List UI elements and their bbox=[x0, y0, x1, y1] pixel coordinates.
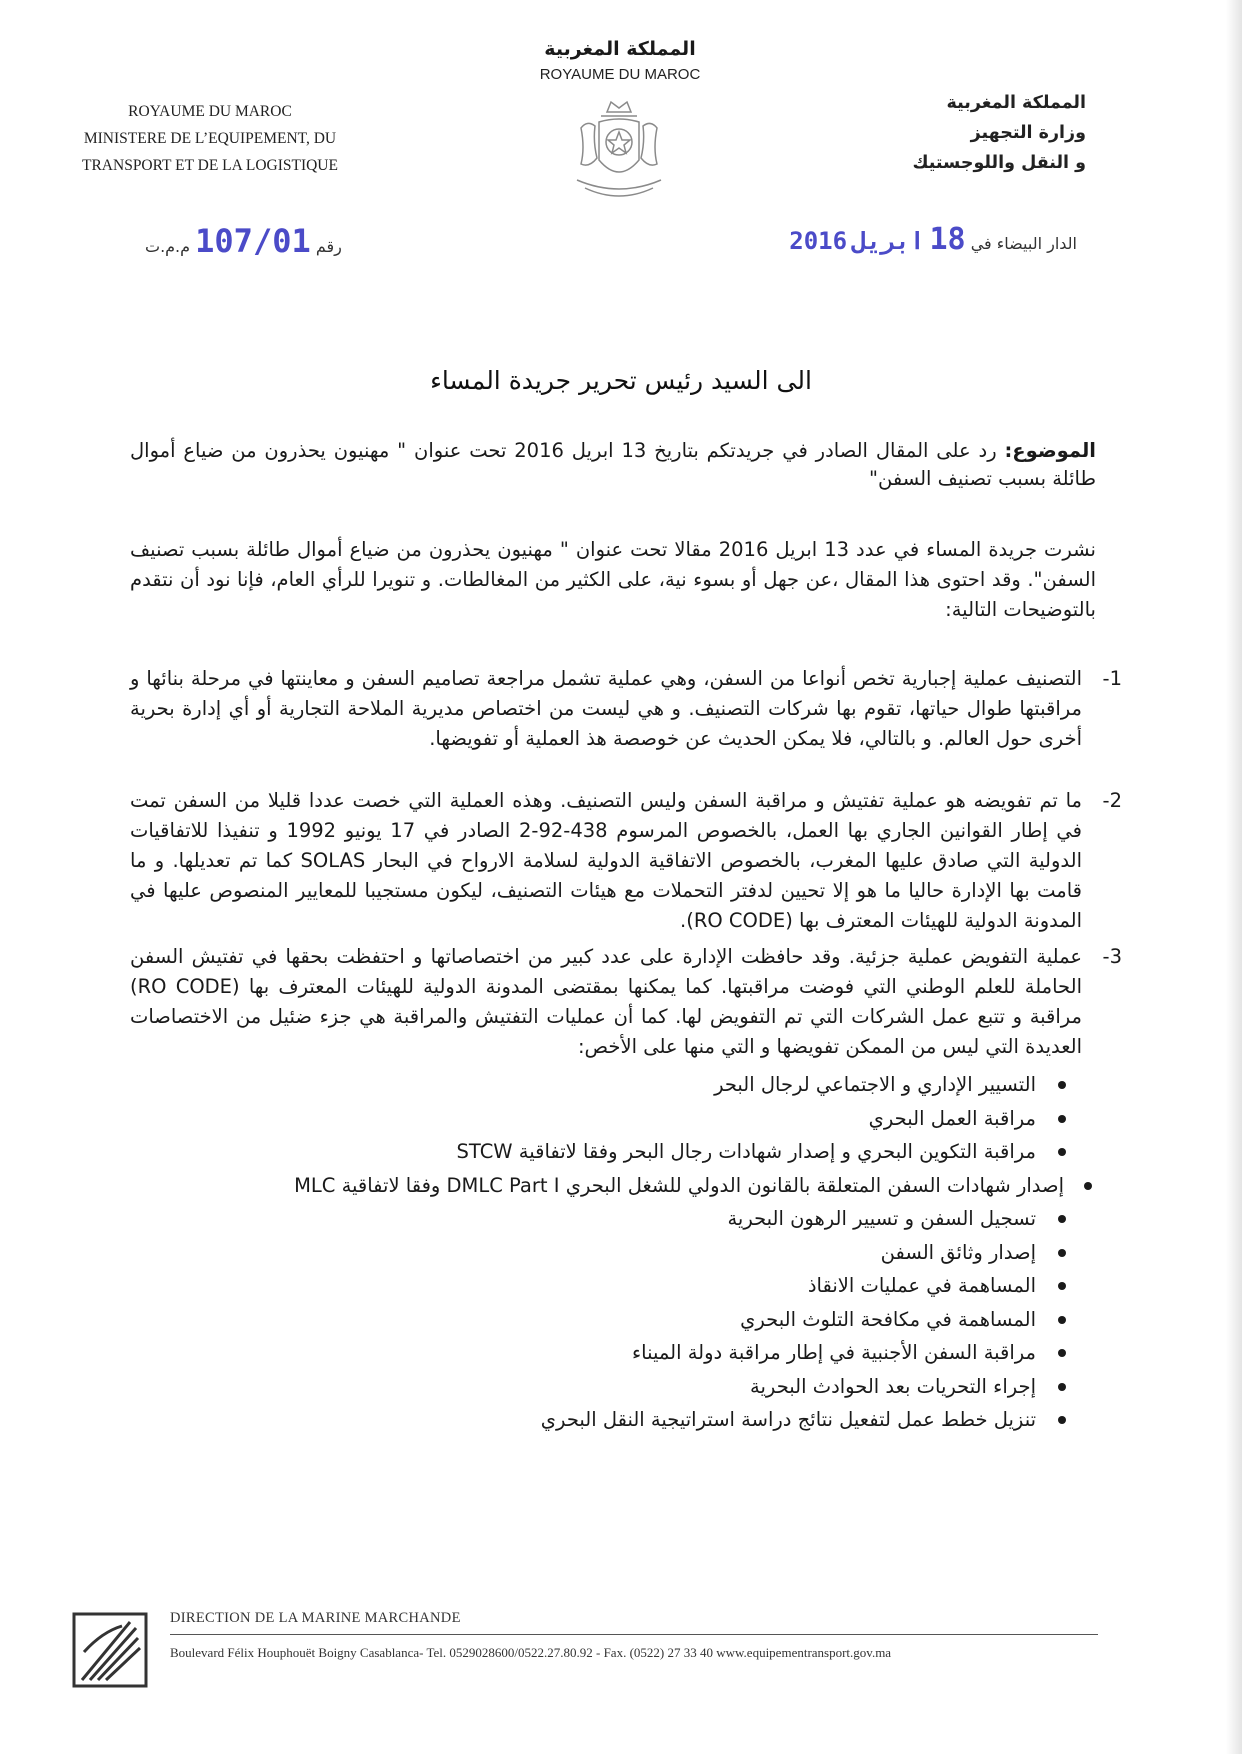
point-2 bbox=[130, 786, 1122, 936]
reference-handwritten-number: 107/01 bbox=[195, 222, 311, 260]
marine-marchande-logo-icon bbox=[72, 1612, 148, 1692]
clarification-points bbox=[130, 664, 1122, 1437]
center-header bbox=[470, 38, 770, 83]
list-item: تنزيل خطط عمل لتفعيل نتائج دراسة استراتيجية النقل البحري bbox=[130, 1403, 1122, 1437]
date-year-handwritten: 2016 bbox=[789, 227, 848, 255]
kingdom-name-ar: المملكة المغربية bbox=[544, 38, 696, 60]
point-text: عملية التفويض عملية جزئية. وقد حافظت الإدارة على عدد كبير من اختصاصاتها و احتفظت بحقها في تفتيش السفن الحاملة للعلم الوطني التي فوضت مراقبتها. كما يمكنها بمقتضى المدونة الدولية للهيئات المعترف بها (RO CODE) مراقبة و تتبع عمل الشركات التي تم التفويض لها. كما أن عمليات التفتيش والمراقبة هي جزء ضئيل من الاختصاصات العديدة التي ليس من الممكن تفويضها و التي منها على الأخص: bbox=[130, 945, 1082, 1058]
subject-line bbox=[130, 437, 1096, 493]
kingdom-name-fr-center: ROYAUME DU MAROC bbox=[539, 66, 701, 83]
royal-coat-of-arms-icon bbox=[567, 98, 671, 214]
addressee: الى السيد رئيس تحرير جريدة المساء bbox=[430, 366, 812, 395]
ministry-name-fr-line2: TRANSPORT ET DE LA LOGISTIQUE bbox=[82, 157, 338, 174]
bullet-icon bbox=[1084, 1182, 1092, 1190]
footer-direction-name: DIRECTION DE LA MARINE MARCHANDE bbox=[170, 1610, 461, 1626]
point-number: 3- bbox=[1102, 945, 1122, 968]
point-number: 2- bbox=[1102, 789, 1122, 812]
letter-date bbox=[789, 222, 1077, 257]
bullet-icon bbox=[1058, 1215, 1066, 1223]
subject-label: الموضوع: bbox=[1004, 439, 1096, 462]
ministry-header-ar bbox=[826, 88, 1086, 178]
intro-paragraph: نشرت جريدة المساء في عدد 13 ابريل 2016 مقالا تحت عنوان " مهنيون يحذرون من ضياع أموال طائلة بسبب تصنيف السفن". وقد احتوى هذا المقال ،عن جهل أو بسوء نية، على الكثير من المغالطات. و تنويرا للرأي العام، فإنا نود أن نتقدم بالتوضيحات التالية: bbox=[130, 538, 1096, 621]
bullet-icon bbox=[1058, 1282, 1066, 1290]
non-delegable-responsibilities-list bbox=[130, 1068, 1122, 1437]
list-item: مراقبة التكوين البحري و إصدار شهادات رجال البحر وفقا لاتفاقية STCW bbox=[130, 1135, 1122, 1169]
bullet-icon bbox=[1058, 1349, 1066, 1357]
list-item: المساهمة في عمليات الانقاذ bbox=[130, 1269, 1122, 1303]
footer-divider bbox=[170, 1634, 1098, 1635]
ministry-header-fr bbox=[40, 98, 380, 179]
reference-prefix: رقم bbox=[315, 237, 342, 256]
list-item: إجراء التحريات بعد الحوادث البحرية bbox=[130, 1370, 1122, 1404]
reference-number bbox=[145, 222, 342, 260]
kingdom-name-fr: ROYAUME DU MAROC bbox=[128, 103, 292, 120]
bullet-icon bbox=[1058, 1249, 1066, 1257]
subject-text: رد على المقال الصادر في جريدتكم بتاريخ 13 ابريل 2016 تحت عنوان " مهنيون يحذرون من ضياع أموال طائلة بسبب تصنيف السفن" bbox=[130, 439, 1096, 490]
bullet-icon bbox=[1058, 1316, 1066, 1324]
bullet-icon bbox=[1058, 1416, 1066, 1424]
list-item: المساهمة في مكافحة التلوث البحري bbox=[130, 1303, 1122, 1337]
list-item: مراقبة السفن الأجنبية في إطار مراقبة دولة الميناء bbox=[130, 1336, 1122, 1370]
point-text: ما تم تفويضه هو عملية تفتيش و مراقبة السفن وليس التصنيف. وهذه العملية التي خصت عددا قليلا من السفن تمت في إطار القوانين الجاري بها العمل، بالخصوص المرسوم 438-92-2 الصادر في 17 يونيو 1992 و تنفيذا للاتفاقيات الدولية التي صادق عليها المغرب، بالخصوص الاتفاقية الدولية لسلامة الارواح في البحار SOLAS كما تم تعديلها. و ما قامت بها الإدارة حاليا ما هو إلا تحيين لدفتر التحملات مع هيئات التصنيف، ليكون مستجيبا للمعايير المنصوص عليها في المدونة الدولية للهيئات المعترف بها (RO CODE). bbox=[130, 789, 1083, 932]
point-number: 1- bbox=[1102, 667, 1122, 690]
list-item: التسيير الإداري و الاجتماعي لرجال البحر bbox=[130, 1068, 1122, 1102]
list-item: إصدار وثائق السفن bbox=[130, 1236, 1122, 1270]
bullet-icon bbox=[1058, 1383, 1066, 1391]
bullet-icon bbox=[1058, 1115, 1066, 1123]
ministry-name-ar-line1: وزارة التجهيز bbox=[970, 123, 1086, 143]
point-text: التصنيف عملية إجبارية تخص أنواعا من السفن، وهي عملية تشمل مراجعة تصاميم السفن و معاينتها في مرحلة بنائها و مراقبتها طوال حياتها، تقوم بها شركات التصنيف. و هي ليست من اختصاص مديرية الملاحة التجارية أو أي إدارة بحرية أخرى حول العالم. و بالتالي، فلا يمكن الحديث عن خوصصة هذ العملية أو تفويضها. bbox=[130, 667, 1082, 750]
date-prefix: الدار البيضاء في bbox=[970, 234, 1077, 253]
ministry-name-ar-line2: و النقل واللوجستيك bbox=[912, 153, 1086, 173]
date-month-handwritten: ابريل bbox=[852, 227, 925, 255]
list-item: مراقبة العمل البحري bbox=[130, 1102, 1122, 1136]
footer-address: Boulevard Félix Houphouët Boigny Casablanca- Tel. 0529028600/0522.27.80.92 - Fax. (0522) 27 33 40 www.equipementransport.gov.ma bbox=[170, 1645, 892, 1660]
ministry-name-fr-line1: MINISTERE DE L’EQUIPEMENT, DU bbox=[83, 130, 337, 147]
date-day-handwritten: 18 bbox=[929, 222, 966, 257]
list-item: تسجيل السفن و تسيير الرهون البحرية bbox=[130, 1202, 1122, 1236]
bullet-icon bbox=[1058, 1148, 1066, 1156]
bullet-icon bbox=[1058, 1081, 1066, 1089]
point-3 bbox=[130, 942, 1122, 1062]
reference-suffix: م.م.ت bbox=[145, 237, 191, 256]
list-item: إصدار شهادات السفن المتعلقة بالقانون الدولي للشغل البحري DMLC Part I وفقا لاتفاقية MLC bbox=[130, 1169, 1122, 1203]
point-1 bbox=[130, 664, 1122, 754]
kingdom-name-ar-right: المملكة المغربية bbox=[946, 93, 1086, 113]
page-edge-shadow bbox=[1226, 0, 1242, 1754]
